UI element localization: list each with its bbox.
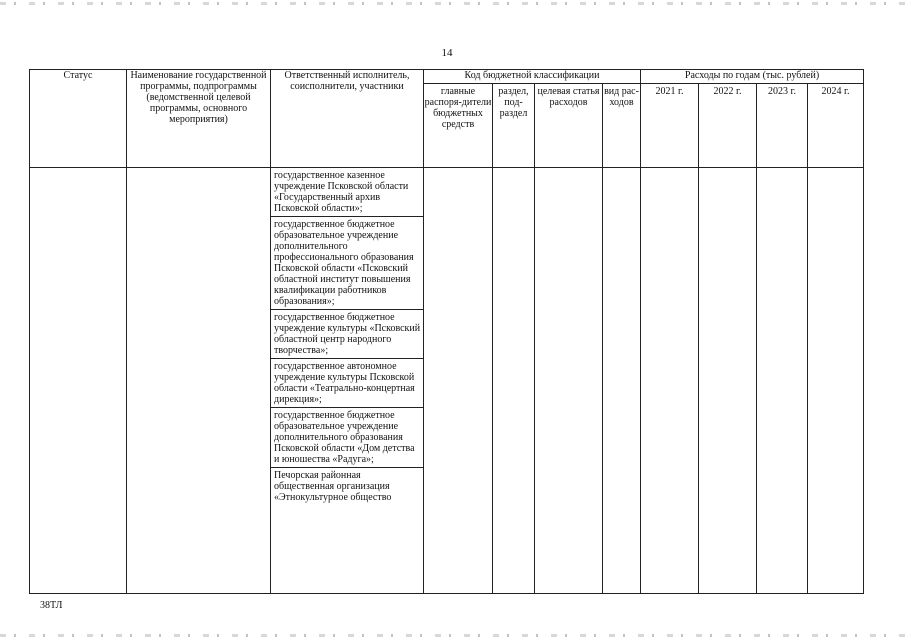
status-cell: [30, 168, 127, 594]
footer-code: 38ТЛ: [40, 600, 63, 611]
header-executor: Ответственный исполнитель, соисполнители, участники: [271, 70, 424, 168]
scan-edge-top: [0, 2, 905, 5]
header-year-2022: 2022 г.: [699, 84, 757, 168]
header-year-2024: 2024 г.: [808, 84, 864, 168]
executor-cell: [271, 168, 424, 594]
executor-item: Печорская районная общественная организация «Этнокультурное общество: [271, 467, 423, 505]
header-program-name: Наименование государственной программы, подпрограммы (ведомственной целевой программы, основного мероприятия): [127, 70, 271, 168]
header-year-2021: 2021 г.: [641, 84, 699, 168]
table-row: [30, 168, 864, 594]
executor-item: государственное казенное учреждение Псковской области «Государственный архив Псковской области»;: [274, 170, 409, 214]
budget-table: [29, 69, 864, 594]
year-2021-cell: [641, 168, 699, 594]
header-section: раздел, под-раздел: [493, 84, 535, 168]
year-2024-cell: [808, 168, 864, 594]
header-year-2023: 2023 г.: [757, 84, 808, 168]
page-number: 14: [441, 47, 453, 59]
program-name-cell: [127, 168, 271, 594]
section-cell: [493, 168, 535, 594]
year-2022-cell: [699, 168, 757, 594]
executor-item: государственное бюджетное образовательное учреждение дополнительного профессионального образования Псковской области «Псковский областной институт повышения квалификации работников образования»;: [271, 216, 423, 309]
year-2023-cell: [757, 168, 808, 594]
scan-edge-bottom: [0, 634, 905, 637]
expense-type-cell: [603, 168, 641, 594]
executor-item: государственное автономное учреждение культуры Псковской области «Театрально-концертная дирекция»;: [271, 358, 423, 407]
header-expenses-group: Расходы по годам (тыс. рублей): [641, 70, 864, 84]
executor-item: государственное бюджетное учреждение культуры «Псковский областной центр народного творчества»;: [271, 309, 423, 358]
header-status: Статус: [30, 70, 127, 168]
header-budget-code-group: Код бюджетной классификации: [424, 70, 641, 84]
target-article-cell: [535, 168, 603, 594]
executor-item: государственное бюджетное образовательное учреждение дополнительного образования Псковской области «Дом детства и юношества «Радуга»;: [271, 407, 423, 467]
header-chief-manager: главные распоря-дители бюджетных средств: [424, 84, 493, 168]
header-target-article: целевая статья расходов: [535, 84, 603, 168]
header-expense-type: вид рас-ходов: [603, 84, 641, 168]
chief-manager-cell: [424, 168, 493, 594]
